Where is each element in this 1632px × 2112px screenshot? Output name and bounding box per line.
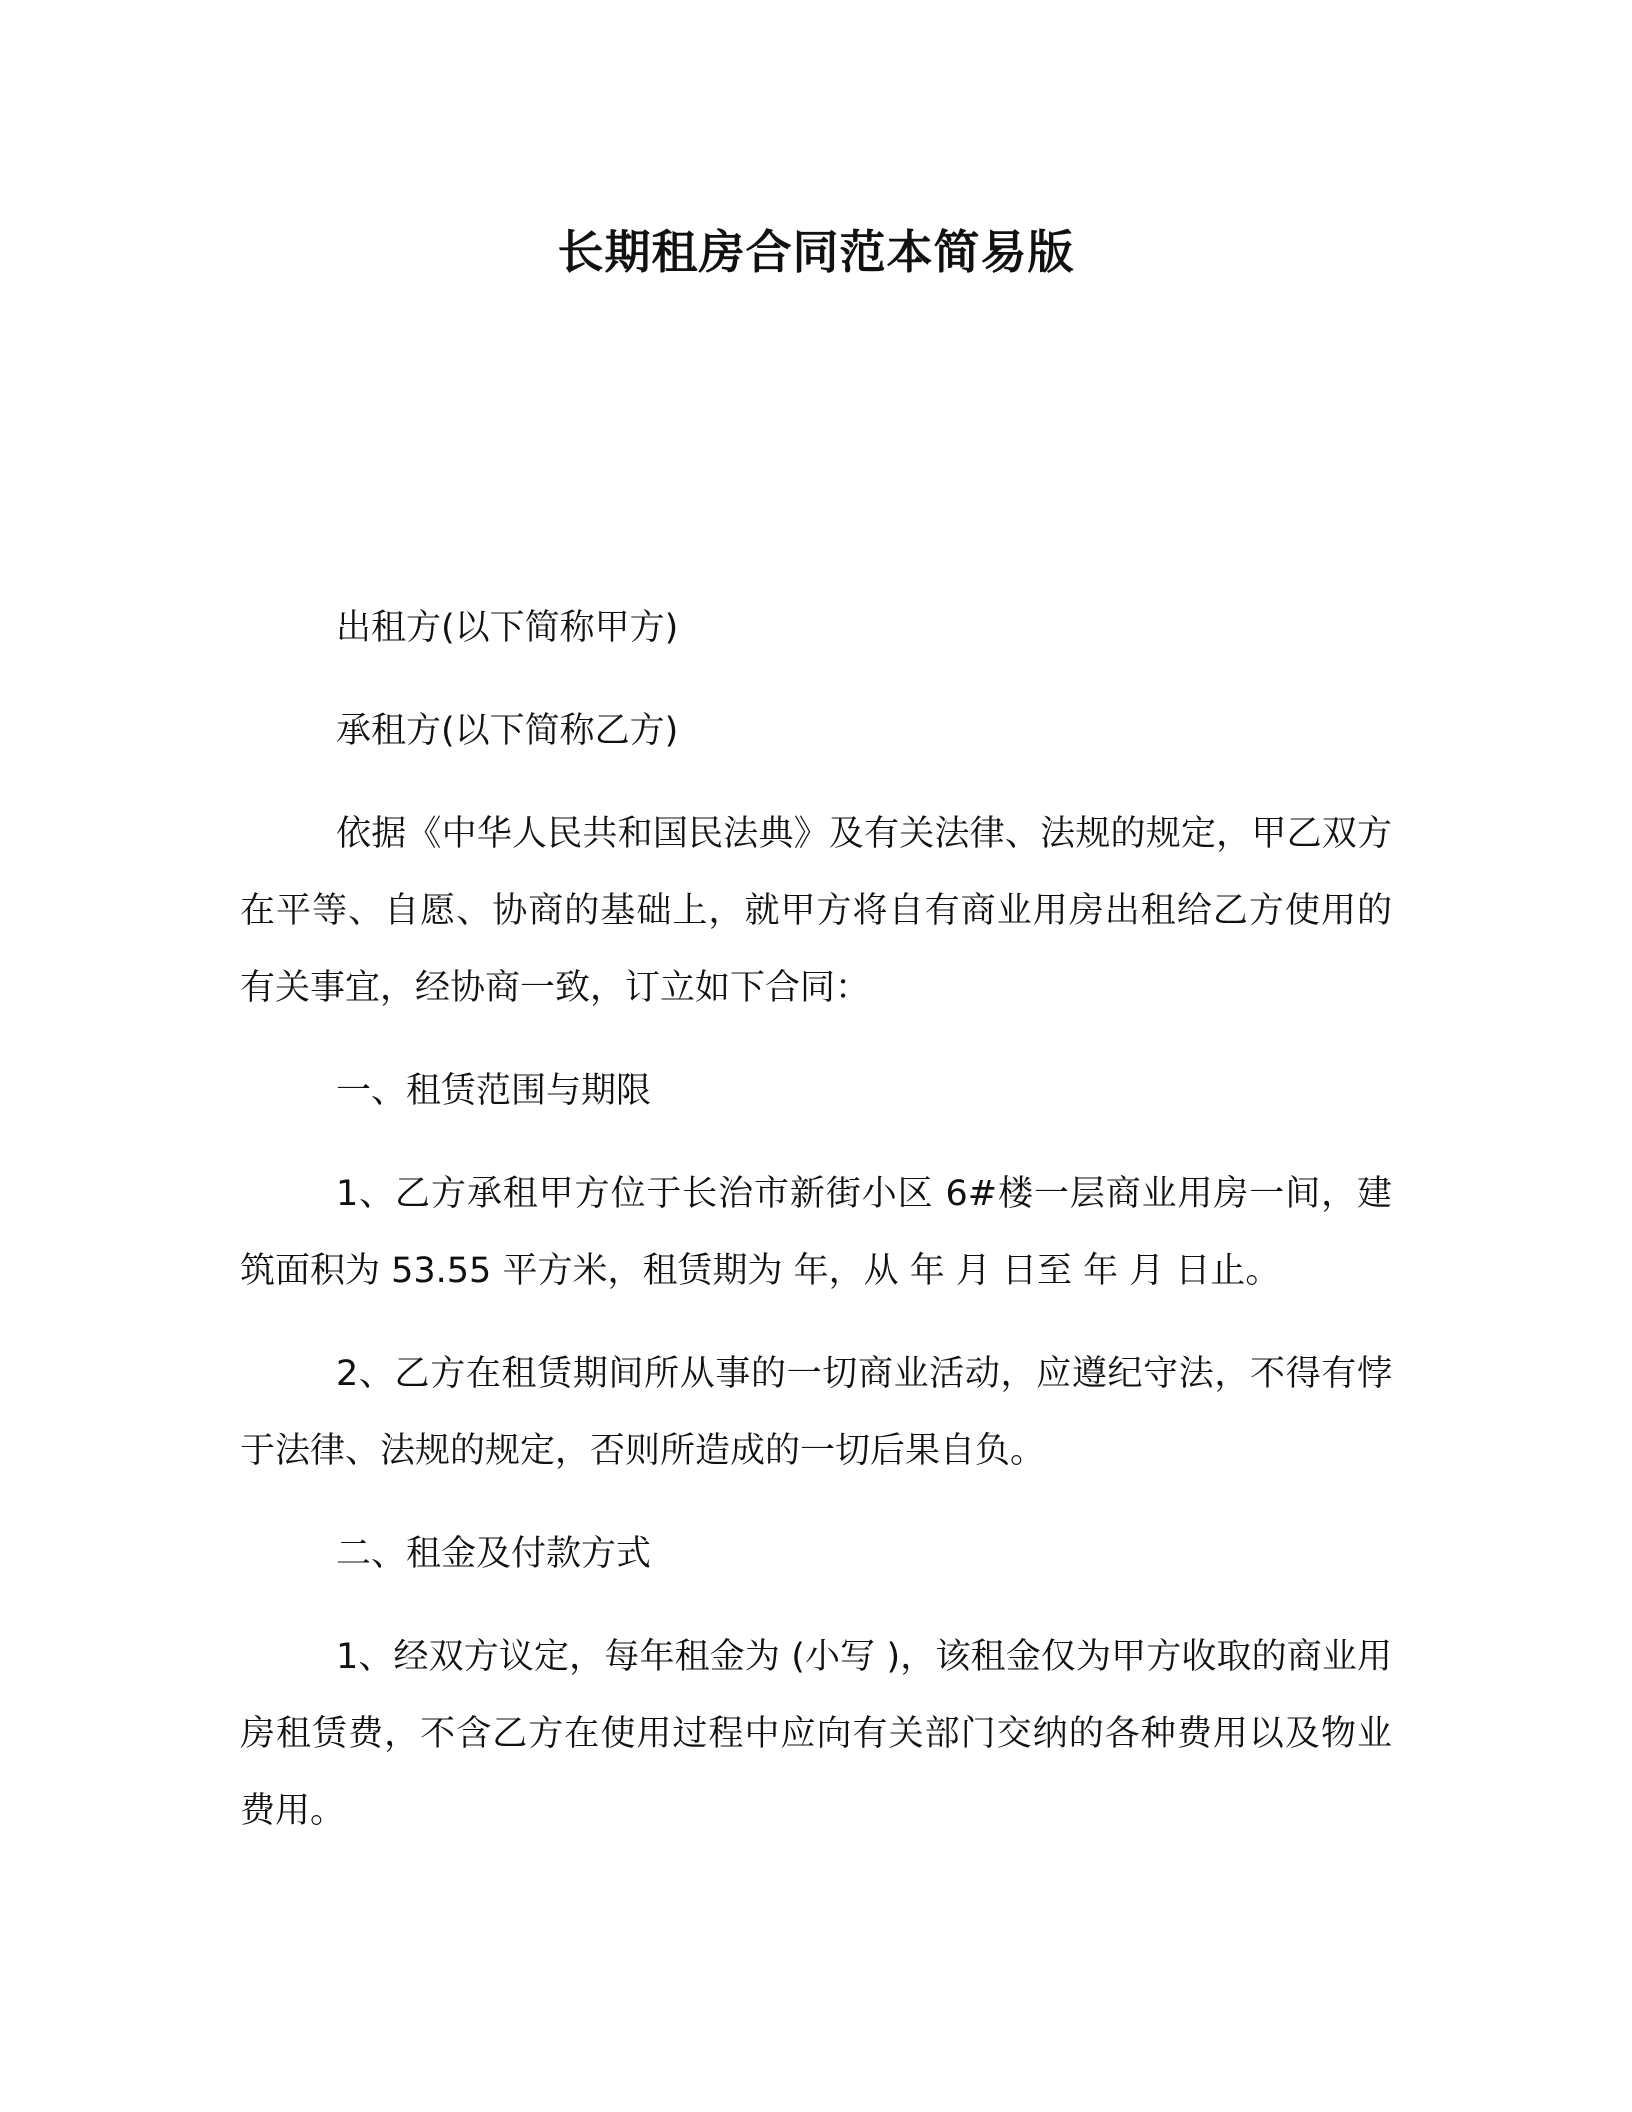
- paragraph-lessee: 承租方(以下简称乙方): [336, 711, 679, 751]
- document-title: 长期租房合同范本简易版: [557, 225, 1075, 279]
- clause-1-1: 1、乙方承租甲方位于长治市新街小区 6#楼一层商业用房一间，建筑面积为 53.55 平方米，租赁期为 年，从 年 月 日至 年 月 日止。: [240, 1174, 1392, 1291]
- clause-1-2: 2、乙方在租赁期间所从事的一切商业活动，应遵纪守法，不得有悖于法律、法规的规定，否则所造成的一切后果自负。: [240, 1354, 1392, 1471]
- section-heading-rent-payment: 二、租金及付款方式: [336, 1534, 652, 1574]
- clause-2-1: 1、经双方议定，每年租金为 (小写 )，该租金仅为甲方收取的商业用房租赁费，不含乙方在使用过程中应向有关部门交纳的各种费用以及物业费用。: [240, 1637, 1392, 1831]
- paragraph-lessor: 出租方(以下简称甲方): [336, 608, 679, 648]
- document-body: [240, 590, 1392, 1876]
- section-heading-scope-term: 一、租赁范围与期限: [336, 1071, 652, 1111]
- paragraph-preamble: 依据《中华人民共和国民法典》及有关法律、法规的规定，甲乙双方在平等、自愿、协商的基础上，就甲方将自有商业用房出租给乙方使用的有关事宜，经协商一致，订立如下合同：: [240, 814, 1392, 1008]
